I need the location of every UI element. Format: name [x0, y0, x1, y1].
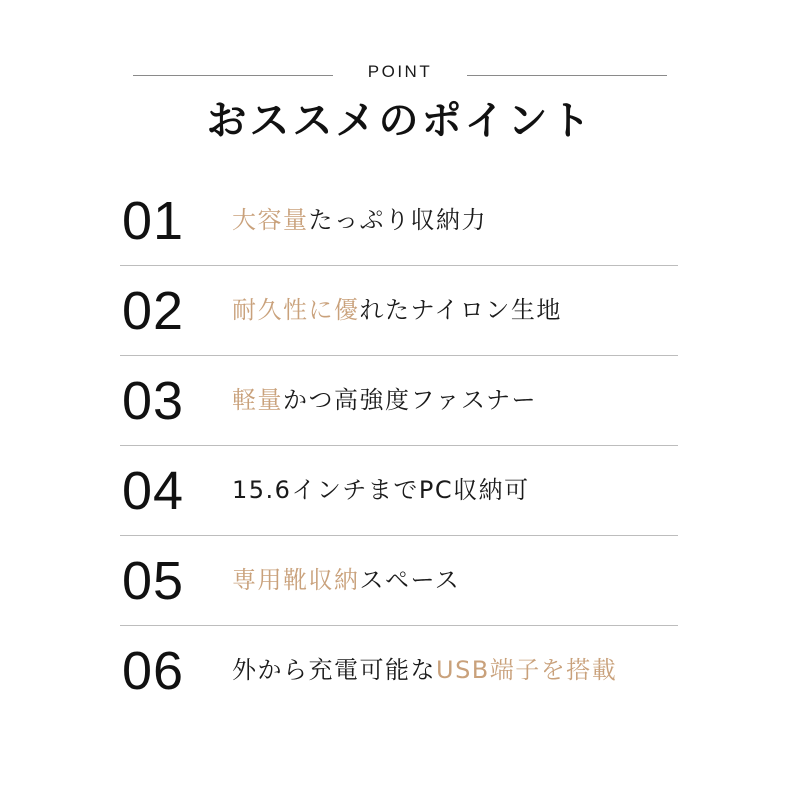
point-text [232, 653, 617, 687]
list-item [120, 356, 678, 446]
point-body: たっぷり収納力 [308, 206, 487, 234]
point-number: 01 [122, 191, 185, 251]
point-body: れたナイロン生地 [359, 296, 562, 324]
point-highlight: 軽量 [232, 386, 283, 414]
point-body: スペース [359, 566, 461, 594]
point-highlight: USB端子を搭載 [436, 656, 618, 684]
point-number: 02 [122, 281, 185, 341]
list-item [120, 446, 678, 536]
point-body: 15.6インチまでPC収納可 [232, 476, 530, 504]
point-body: かつ高強度ファスナー [283, 386, 538, 414]
point-number: 05 [122, 551, 185, 611]
point-body: 外から充電可能な [232, 656, 436, 684]
page-title: おススメのポイント [206, 98, 594, 144]
point-text [232, 293, 562, 327]
point-text [232, 473, 530, 507]
list-item [120, 626, 678, 716]
point-highlight: 大容量 [232, 206, 309, 234]
point-text [232, 563, 460, 597]
point-highlight: 専用靴収納 [232, 566, 360, 594]
point-text [232, 203, 487, 237]
points-list [120, 176, 678, 716]
point-number: 04 [122, 461, 185, 521]
list-item [120, 266, 678, 356]
point-text [232, 383, 537, 417]
point-highlight: 耐久性に優 [232, 296, 360, 324]
header-rule-right [467, 75, 667, 76]
list-item [120, 536, 678, 626]
header [0, 0, 800, 160]
eyebrow-label: POINT [367, 62, 433, 81]
point-number: 03 [122, 371, 185, 431]
list-item [120, 176, 678, 266]
header-rule-left [133, 75, 333, 76]
point-number: 06 [122, 641, 185, 701]
